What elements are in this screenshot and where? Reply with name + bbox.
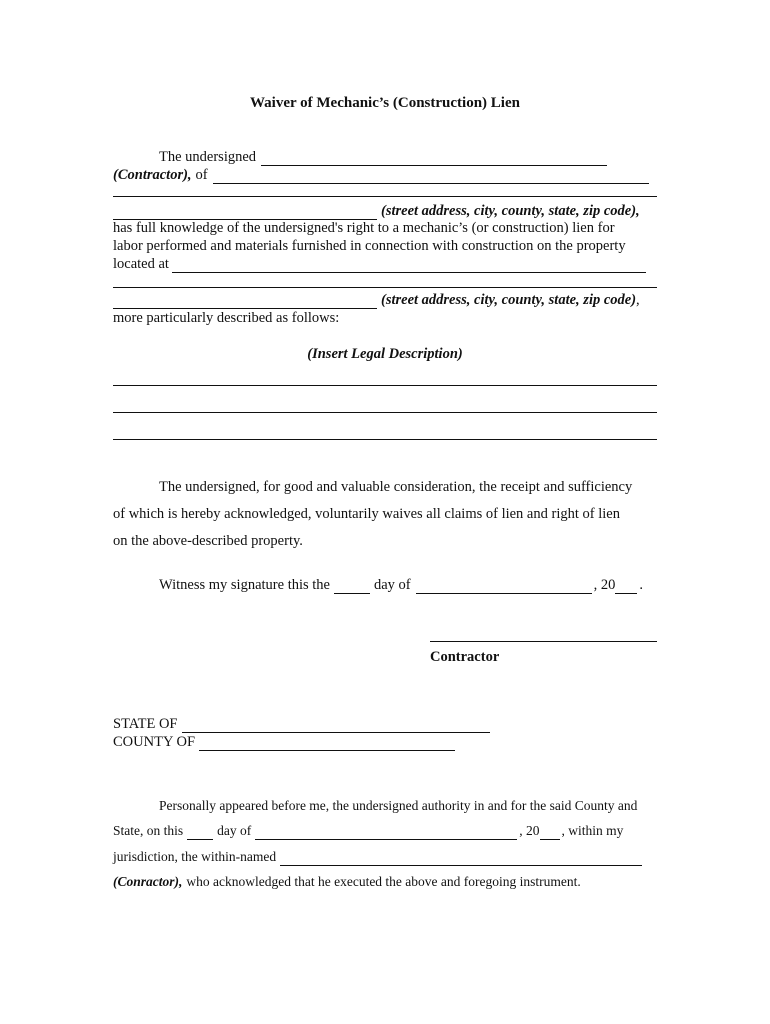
described-label: more particularly described as follows: — [113, 310, 340, 326]
document-title: Waiver of Mechanic’s (Construction) Lien — [250, 95, 520, 111]
county-of-row — [113, 733, 457, 751]
contractor-label: (Contractor), — [113, 167, 192, 183]
notary-state-on-this: State, on this — [113, 823, 184, 838]
notary-jurisdiction-label: jurisdiction, the within-named — [113, 849, 277, 864]
contractor-signature-label: Contractor — [430, 649, 500, 665]
witness-month-blank[interactable] — [416, 579, 592, 594]
contractor-address-blank-3[interactable] — [113, 205, 377, 220]
county-of-blank[interactable] — [199, 736, 455, 751]
notary-line-1: Personally appeared before me, the undersigned authority in and for the said County and — [159, 798, 638, 813]
notary-year-prefix: , 20 — [519, 823, 540, 838]
notary-line-2 — [113, 822, 623, 840]
property-address-blank-1[interactable] — [172, 258, 646, 273]
address-hint-row-2 — [113, 291, 640, 309]
knowledge-line-2: labor performed and materials furnished in connection with construction on the property — [113, 238, 626, 254]
waiver-line-2: of which is hereby acknowledged, voluntarily waives all claims of lien and right of lien — [113, 506, 620, 522]
state-of-row — [113, 715, 492, 733]
address-hint-1: (street address, city, county, state, zip code), — [381, 203, 640, 219]
legal-description-line-1[interactable] — [113, 385, 657, 386]
notary-month-blank[interactable] — [255, 826, 517, 840]
located-at-label: located at — [113, 256, 169, 272]
of-label: of — [195, 167, 208, 183]
contractor-address-blank-1[interactable] — [213, 169, 649, 184]
notary-within-named-blank[interactable] — [280, 852, 642, 866]
witness-prefix: Witness my signature this the — [159, 577, 330, 593]
contractor-address-blank-2[interactable] — [113, 196, 657, 197]
property-address-blank-2[interactable] — [113, 287, 657, 288]
witness-day-blank[interactable] — [334, 579, 370, 594]
address-hint-row-1 — [113, 202, 640, 220]
witness-end: . — [639, 577, 643, 593]
state-of-blank[interactable] — [182, 718, 490, 733]
located-at-row — [113, 255, 648, 273]
notary-line-4 — [113, 873, 581, 891]
notary-year-blank[interactable] — [540, 826, 560, 840]
witness-year-blank[interactable] — [615, 579, 637, 594]
county-of-label: COUNTY OF — [113, 734, 196, 750]
notary-line-3 — [113, 848, 644, 866]
notary-contractor-label: (Conractor), — [113, 874, 183, 889]
waiver-line-1: The undersigned, for good and valuable consideration, the receipt and sufficiency — [159, 479, 633, 495]
contractor-of-row — [113, 166, 651, 184]
knowledge-line-1: has full knowledge of the undersigned's right to a mechanic’s (or construction) lien for — [113, 220, 615, 236]
witness-day-of: day of — [373, 577, 411, 593]
undersigned-row — [159, 148, 609, 166]
contractor-name-blank[interactable] — [261, 151, 607, 166]
legal-description-label: (Insert Legal Description) — [307, 346, 463, 362]
property-address-blank-3[interactable] — [113, 294, 377, 309]
waiver-line-3: on the above-described property. — [113, 533, 303, 549]
legal-description-line-3[interactable] — [113, 439, 657, 440]
state-of-label: STATE OF — [113, 716, 178, 732]
address-hint-2: (street address, city, county, state, zip code) — [381, 292, 637, 308]
notary-acknowledgement: who acknowledged that he executed the above and foregoing instrument. — [186, 874, 581, 889]
address-hint-2-comma: , — [636, 292, 640, 308]
witness-row — [159, 576, 643, 594]
notary-day-of: day of — [217, 823, 252, 838]
legal-description-line-2[interactable] — [113, 412, 657, 413]
undersigned-label: The undersigned — [159, 149, 257, 165]
witness-year-prefix: , 20 — [593, 577, 616, 593]
notary-day-blank[interactable] — [187, 826, 213, 840]
notary-within-my: , within my — [561, 823, 624, 838]
contractor-signature-line[interactable] — [430, 641, 657, 642]
